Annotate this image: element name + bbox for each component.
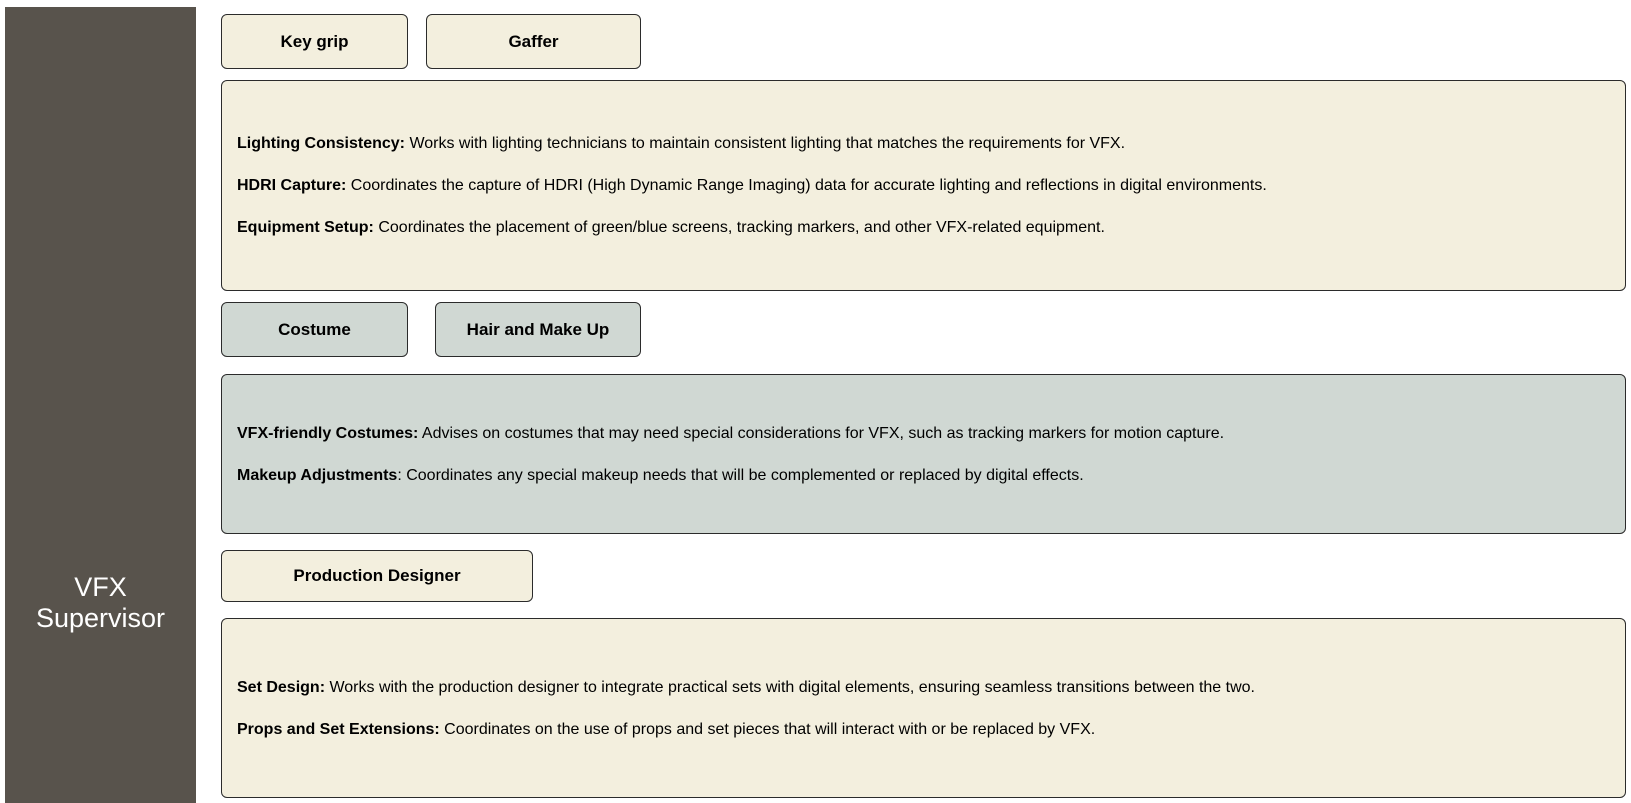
item-text: Works with lighting technicians to maintain consistent lighting that matches the requirements for VFX. xyxy=(405,135,1126,152)
sidebar-title-line2: Supervisor xyxy=(35,603,166,633)
item-term: Lighting Consistency: xyxy=(237,135,405,152)
item-text: Works with the production designer to integrate practical sets with digital elements, ensuring seamless transitions between the two. xyxy=(325,678,1255,696)
item-term: Makeup Adjustments xyxy=(237,466,398,484)
list-item xyxy=(237,466,1625,485)
item-term: Set Design: xyxy=(237,678,326,696)
tag-costume: Costume xyxy=(221,302,408,357)
list-item xyxy=(237,424,1625,443)
sidebar-title-line1: VFX xyxy=(74,572,127,602)
production-design-responsibilities-panel xyxy=(221,618,1626,798)
list-item xyxy=(237,134,1625,153)
costume-makeup-responsibilities-panel xyxy=(221,374,1626,534)
item-term: VFX-friendly Costumes: xyxy=(237,424,419,442)
tag-key-grip: Key grip xyxy=(221,14,408,69)
lighting-responsibilities-panel xyxy=(221,80,1626,291)
item-text: Coordinates on the use of props and set pieces that will interact with or be replaced by VFX. xyxy=(439,720,1096,738)
list-item xyxy=(237,678,1625,697)
sidebar-title xyxy=(5,572,196,634)
tag-production-designer: Production Designer xyxy=(221,550,533,602)
item-term: HDRI Capture: xyxy=(237,177,347,194)
item-text: Coordinates the placement of green/blue screens, tracking markers, and other VFX-related equipment. xyxy=(373,219,1105,236)
item-term: Equipment Setup: xyxy=(237,219,374,236)
vfx-supervisor-sidebar xyxy=(5,7,196,803)
item-text: : Coordinates any special makeup needs that will be complemented or replaced by digital effects. xyxy=(397,466,1084,484)
item-term: Props and Set Extensions: xyxy=(237,720,440,738)
list-item xyxy=(237,720,1625,739)
list-item xyxy=(237,218,1625,237)
tag-hair-and-make-up: Hair and Make Up xyxy=(435,302,641,357)
item-text: Advises on costumes that may need special considerations for VFX, such as tracking markers for motion capture. xyxy=(418,424,1225,442)
list-item xyxy=(237,176,1625,195)
tag-gaffer: Gaffer xyxy=(426,14,641,69)
item-text: Coordinates the capture of HDRI (High Dynamic Range Imaging) data for accurate lighting and reflections in digital environments. xyxy=(346,177,1267,194)
